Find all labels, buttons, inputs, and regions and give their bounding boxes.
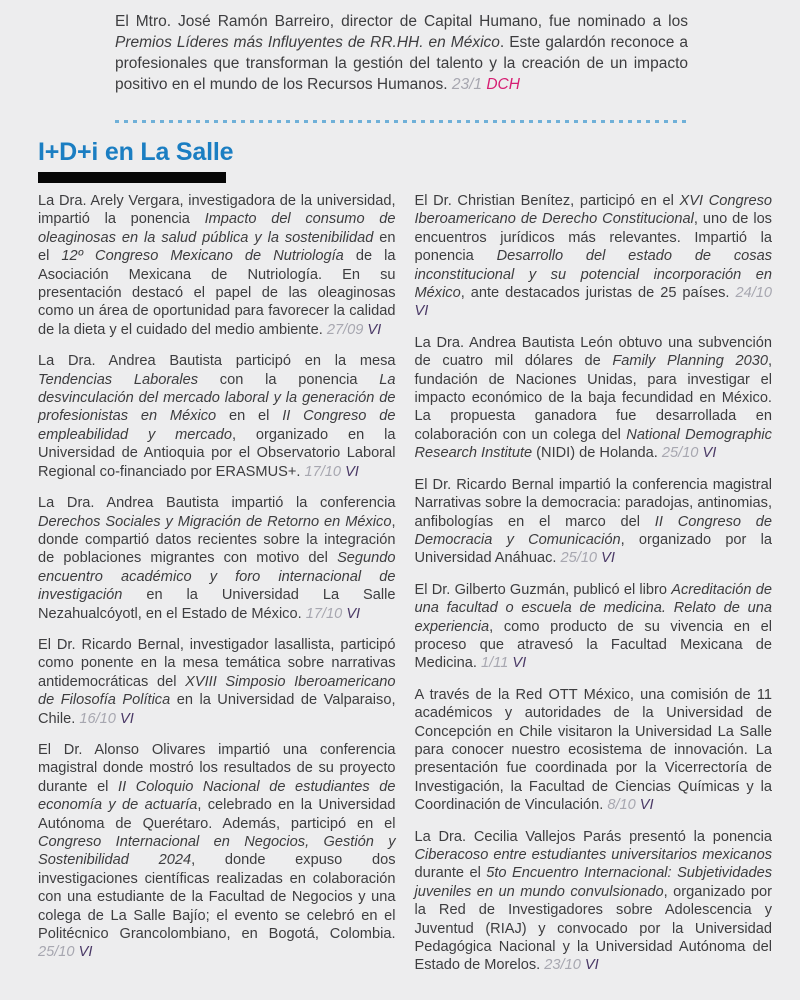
news-item	[415, 476, 773, 568]
date-label: 25/10	[38, 944, 75, 961]
text-run: La Dra. Andrea Bautista participó en la mesa	[38, 353, 396, 370]
italic-run: XVI Congreso Iberoamericano de Derecho Constitucional	[414, 193, 772, 228]
italic-run: Ciberacoso entre estudiantes universitarios mexicanos	[414, 847, 772, 863]
top-news-item-container	[115, 11, 688, 95]
text-run: La Dra. Arely Vergara, investigadora de la universidad, impartió la ponencia	[38, 193, 396, 228]
text-run: , donde compartió datos recientes sobre la integración de poblaciones migrantes con motivo del	[38, 513, 396, 567]
source-tag: VI	[78, 944, 93, 961]
text-run: El Mtro. José Ramón Barreiro, director de Capital Humano, fue nominado a los	[115, 13, 688, 30]
date-label: 17/10	[304, 463, 342, 480]
italic-run: II Congreso de Democracia y Comunicación	[414, 513, 773, 548]
date-label: 27/09	[326, 321, 364, 338]
text-run: El Dr. Ricardo Bernal impartió la conferencia magistral Narrativas sobre la democracia: paradojas, antinomias, anfibologías en el marco del	[414, 476, 772, 530]
date-label: 25/10	[661, 445, 699, 462]
italic-run: 12º Congreso Mexicano de Nutriología	[61, 248, 344, 265]
news-item	[38, 352, 396, 481]
text-run: , donde expuso dos investigaciones científicas realizadas en colaboración con una estudiante de la Facultad de Negocios y una colega de La Salle Bajío; el evento se celebró en el Politécnico Grancolombiano, en Bogotá, Colombia.	[38, 852, 396, 943]
italic-run: Congreso Internacional en Negocios, Gestión y Sostenibilidad 2024	[38, 834, 396, 869]
italic-run: II Coloquio Nacional de estudiantes de economía y de actuaría	[38, 778, 396, 814]
news-item	[415, 192, 773, 321]
text-run: (NIDI) de Holanda.	[532, 445, 662, 462]
source-tag: VI	[119, 710, 134, 727]
source-tag: VI	[584, 957, 599, 974]
section-title: I+D+i en La Salle	[38, 138, 234, 166]
top-news-block	[115, 0, 688, 95]
news-item	[38, 192, 396, 339]
source-tag: VI	[345, 463, 359, 480]
column-right	[415, 192, 773, 988]
news-item	[38, 636, 396, 728]
source-tag: VI	[702, 445, 717, 462]
source-tag: VI	[639, 797, 654, 814]
text-run: El Dr. Gilberto Guzmán, publicó el libro	[414, 581, 672, 598]
title-underline-bar	[38, 172, 226, 183]
news-item	[415, 828, 773, 975]
text-run: en la Universidad La Salle Nezahualcóyotl, en el Estado de México.	[38, 587, 396, 622]
text-run: , ante destacados juristas de 25 países.	[460, 285, 736, 302]
text-run: , organizado en la Universidad de Antioquia por el Observatorio Laboral Regional co-financiado por ERASMUS+.	[38, 426, 396, 480]
news-item	[415, 686, 773, 815]
date-label: 24/10	[735, 285, 772, 302]
italic-run: Impacto del consumo de oleaginosas en la salud pública y la sostenibilidad	[38, 211, 396, 246]
text-run: con la ponencia	[198, 371, 380, 388]
italic-run: II Congreso de empleabilidad y mercado	[38, 408, 396, 443]
source-tag: VI	[414, 303, 429, 320]
date-label: 16/10	[79, 710, 116, 727]
italic-run: Derechos Sociales y Migración de Retorno en México	[38, 513, 392, 530]
date-label: 23/1	[451, 76, 483, 93]
source-tag: VI	[512, 655, 527, 672]
italic-run: XVIII Simposio Iberoamericano de Filosofía Política	[38, 673, 396, 709]
italic-run: Segundo encuentro académico y foro internacional de investigación	[38, 550, 396, 604]
italic-run: Premios Líderes más Influyentes de RR.HH. en México	[115, 34, 500, 51]
news-item	[38, 741, 396, 962]
text-run: en la Universidad de Valparaiso, Chile.	[38, 692, 396, 727]
text-run: , como producto de su vivencia en el proceso que atravesó la Facultad Mexicana de Medicina.	[414, 618, 772, 672]
text-run: en el	[38, 229, 396, 265]
text-run: . Este galardón reconoce a profesionales que transforman la gestión del talento y la creación de un impacto positivo en el mundo de los Recursos Humanos.	[115, 34, 688, 93]
date-label: 17/10	[305, 605, 343, 622]
text-run: , fundación de Naciones Unidas, para investigar el impacto económico de la baja fecundidad en México. La propuesta ganadora fue desarrollada en colaboración con un colega del	[414, 353, 773, 443]
text-run: , organizado por la Red de Investigadores sobre Adolescencia y Juventud (RIAJ) y convocado por la Universidad Pedagógica Nacional y la Universidad Autónoma del Estado de Morelos.	[414, 883, 772, 974]
source-tag: DCH	[486, 76, 520, 93]
italic-run: 5to Encuentro Internacional: Subjetividades juveniles en un mundo convulsionado	[414, 865, 772, 900]
italic-run: National Demographic Research Institute	[414, 426, 772, 462]
date-label: 25/10	[560, 550, 598, 567]
text-run: La Dra. Andrea Bautista impartió la conferencia	[38, 495, 396, 512]
news-item	[38, 494, 396, 623]
text-run: , uno de los encuentros jurídicos más relevantes. Impartió la ponencia	[414, 211, 772, 265]
italic-run: La desvinculación del mercado laboral y la generación de profesionistas en México	[38, 371, 396, 425]
text-run: El Dr. Alonso Olivares impartió una conferencia magistral donde mostró los resultados de su proyecto durante el	[38, 741, 396, 795]
italic-run: Tendencias Laborales	[38, 371, 198, 388]
text-run: durante el	[414, 865, 487, 882]
text-run: , organizado por la Universidad Anáhuac.	[414, 531, 772, 567]
source-tag: VI	[346, 605, 361, 622]
dashed-divider	[115, 120, 688, 123]
news-item	[415, 334, 773, 463]
date-label: 8/10	[607, 797, 636, 814]
italic-run: Family Planning 2030	[612, 353, 768, 370]
source-tag: VI	[601, 550, 615, 567]
text-run: A través de la Red OTT México, una comisión de 11 académicos y autoridades de la Universidad de Concepción en Chile visitaron la Universidad La Salle para conocer nuestro ecosistema de innovación. La presentación fue coordinada por la Vicerrectoría de Investigación, la Facultad de Ciencias Químicas y la Coordinación de Vinculación.	[414, 686, 772, 814]
text-run: El Dr. Ricardo Bernal, investigador lasallista, participó como ponente en la mesa temática sobre narrativas antidemocráticas del	[38, 636, 396, 690]
text-run: , celebrado en la Universidad Autónoma de Querétaro. Además, participó en el	[38, 797, 396, 832]
date-label: 23/10	[544, 957, 581, 974]
italic-run: Desarrollo del estado de cosas inconstitucional y su potencial incorporación en México	[414, 248, 772, 302]
italic-run: Acreditación de una facultad o escuela de medicina. Relato de una experiencia	[414, 581, 772, 635]
source-tag: VI	[367, 321, 382, 338]
text-run: en el	[216, 408, 283, 425]
date-label: 1/11	[481, 655, 509, 672]
text-run: La Dra. Cecilia Vallejos Parás presentó la ponencia	[414, 828, 772, 845]
column-left	[38, 192, 396, 988]
two-column-layout	[38, 192, 772, 988]
text-run: El Dr. Christian Benítez, participó en el	[414, 193, 680, 209]
news-item	[115, 11, 688, 95]
news-item	[415, 581, 773, 673]
text-run: de la Asociación Mexicana de Nutriología. En su presentación destacó el papel de las oleaginosas como un área de oportunidad para favorecer la calidad de la dieta y el cuidado del medio ambiente.	[38, 248, 396, 338]
text-run: La Dra. Andrea Bautista León obtuvo una subvención de cuatro mil dólares de	[414, 334, 772, 370]
